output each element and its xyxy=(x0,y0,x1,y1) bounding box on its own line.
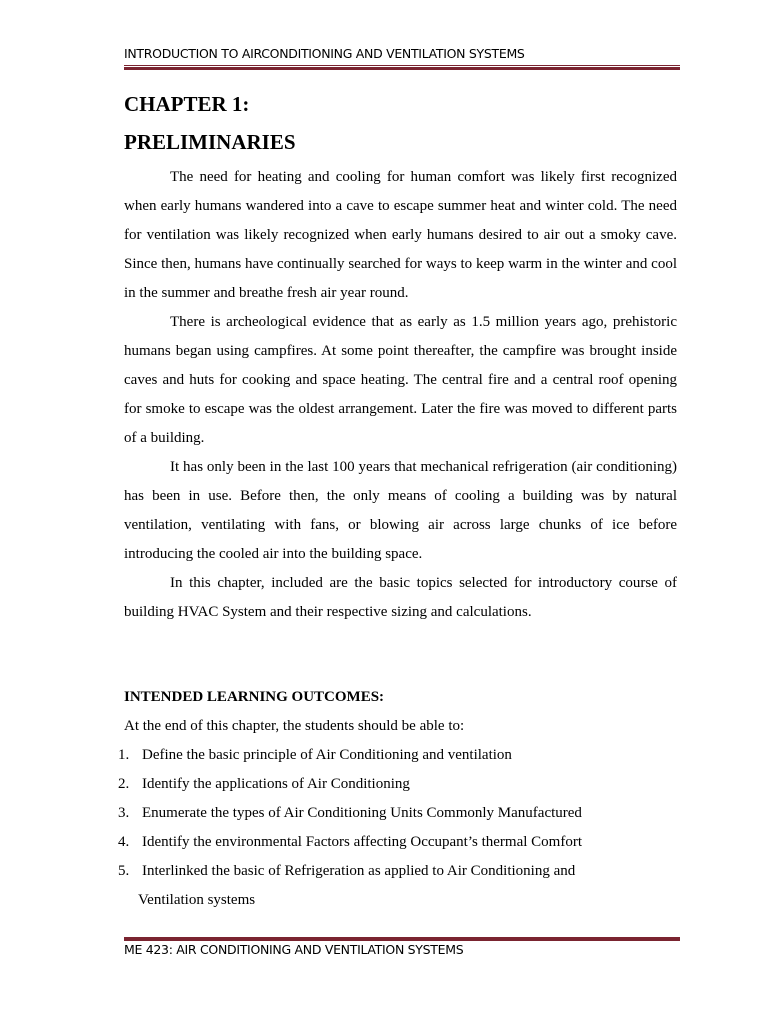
footer-rule xyxy=(124,936,680,941)
chapter-body xyxy=(124,163,677,627)
list-number: 1. xyxy=(118,747,130,763)
list-item xyxy=(118,741,680,770)
list-number: 2. xyxy=(118,776,130,792)
list-item xyxy=(118,799,680,828)
list-text: Interlinked the basic of Refrigeration as applied to Air Conditioning and xyxy=(142,863,576,879)
paragraph: There is archeological evidence that as early as 1.5 million years ago, prehistoric humans began using campfires. At some point thereafter, the campfire was brought inside caves and huts for cooking and space heating. The central fire and a central roof opening for smoke to escape was the oldest arrangement. Later the fire was moved to different parts of a building. xyxy=(124,314,677,446)
list-number: 5. xyxy=(118,863,130,879)
list-item-continuation: Ventilation systems xyxy=(138,892,256,908)
list-item xyxy=(118,828,680,857)
header-rule xyxy=(124,65,680,70)
learning-outcomes xyxy=(118,683,680,915)
paragraph: The need for heating and cooling for human comfort was likely first recognized when early humans wandered into a cave to escape summer heat and winter cold. The need for ventilation was likely recognized when early humans desired to air out a smoky cave. Since then, humans have continually searched for ways to keep warm in the winter and cool in the summer and breathe fresh air year round. xyxy=(124,169,677,301)
chapter-number: CHAPTER 1: xyxy=(124,92,250,116)
list-number: 3. xyxy=(118,805,130,821)
paragraph: In this chapter, included are the basic topics selected for introductory course of building HVAC System and their respective sizing and calculations. xyxy=(124,575,677,620)
outcomes-list xyxy=(118,741,680,915)
list-text: Define the basic principle of Air Conditioning and ventilation xyxy=(142,747,512,763)
list-text: Identify the environmental Factors affecting Occupant’s thermal Comfort xyxy=(142,834,583,850)
list-text: Enumerate the types of Air Conditioning Units Commonly Manufactured xyxy=(142,805,582,821)
running-header: INTRODUCTION TO AIRCONDITIONING AND VENTILATION SYSTEMS xyxy=(124,46,525,61)
list-item xyxy=(118,770,680,799)
list-item xyxy=(118,857,680,886)
outcomes-heading: INTENDED LEARNING OUTCOMES: xyxy=(124,689,385,705)
outcomes-intro: At the end of this chapter, the students should be able to: xyxy=(124,718,465,734)
paragraph: It has only been in the last 100 years that mechanical refrigeration (air conditioning) has been in use. Before then, the only means of cooling a building was by natural ventilation, ventilating with fans, or blowing air across large chunks of ice before introducing the cooled air into the building space. xyxy=(124,459,677,562)
list-number: 4. xyxy=(118,834,130,850)
running-footer: ME 423: AIR CONDITIONING AND VENTILATION SYSTEMS xyxy=(124,942,464,957)
list-text: Identify the applications of Air Conditioning xyxy=(142,776,410,792)
chapter-title: PRELIMINARIES xyxy=(124,130,296,154)
